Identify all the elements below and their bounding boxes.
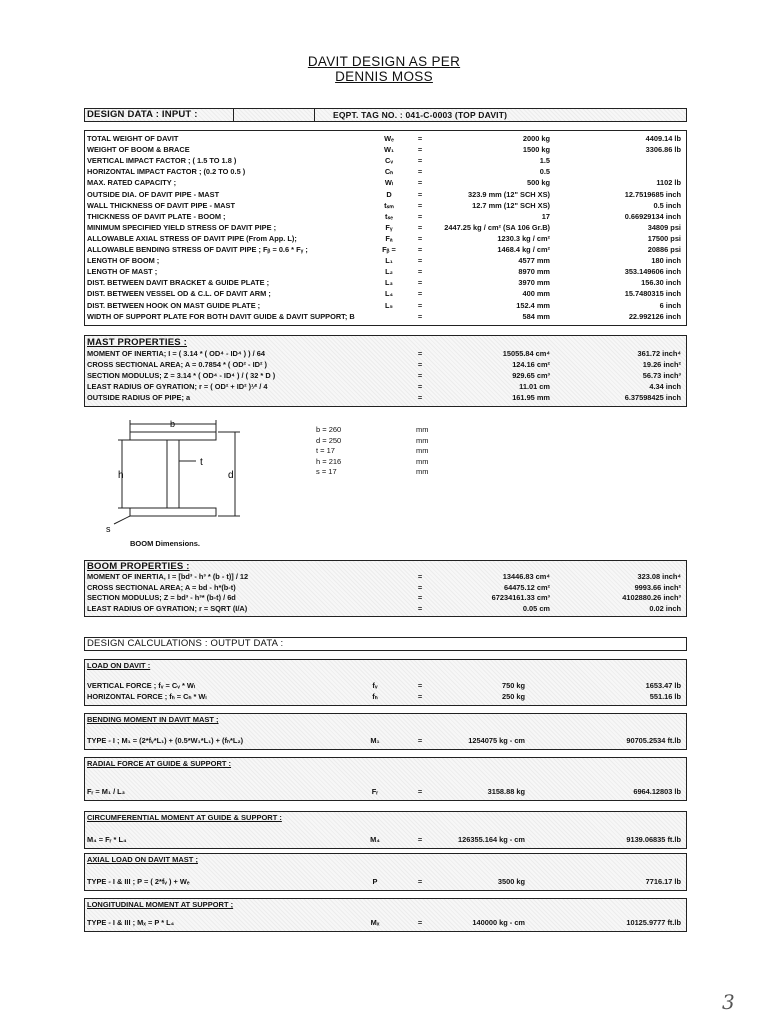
input-value-imperial: 1102 lb bbox=[656, 178, 681, 188]
boom-dimensions-list bbox=[316, 425, 456, 478]
mast-equals: = bbox=[417, 371, 423, 380]
input-value-imperial: 34809 psi bbox=[647, 222, 681, 232]
input-symbol: L₃ bbox=[385, 278, 393, 288]
boom-properties-table bbox=[84, 560, 687, 617]
input-label: DIST. BETWEEN DAVIT BRACKET & GUIDE PLATE ; bbox=[87, 278, 270, 288]
input-value-imperial: 0.66929134 inch bbox=[624, 211, 681, 221]
mast-value-metric: 124.16 cm² bbox=[512, 360, 550, 369]
input-equals: = bbox=[417, 211, 423, 221]
input-equals: = bbox=[417, 245, 423, 254]
input-equals: = bbox=[417, 267, 423, 277]
calc-section bbox=[84, 811, 687, 849]
boom-row bbox=[85, 572, 686, 582]
boom-equals: = bbox=[417, 572, 423, 581]
calc-section bbox=[84, 853, 687, 891]
input-symbol: Cᵥ bbox=[384, 156, 394, 166]
mast-label: CROSS SECTIONAL AREA; A = 0.7854 * ( OD² - ID² ) bbox=[87, 360, 267, 369]
calc-row bbox=[85, 835, 686, 845]
input-value-metric: 12.7 mm (12" SCH XS) bbox=[472, 200, 550, 210]
boom-dim-unit: mm bbox=[416, 456, 429, 466]
input-equals: = bbox=[417, 200, 423, 210]
input-row bbox=[85, 289, 686, 299]
input-row bbox=[85, 156, 686, 166]
calc-label: Fᵣ = M₁ / L₃ bbox=[87, 786, 126, 796]
boom-value-imperial: 323.08 inch⁴ bbox=[637, 572, 681, 581]
input-value-imperial: 4409.14 lb bbox=[645, 134, 681, 143]
boom-dim-row bbox=[316, 446, 456, 457]
boom-i-beam-drawing bbox=[100, 410, 260, 540]
calc-equals: = bbox=[417, 917, 423, 927]
calc-value-metric: 250 kg bbox=[501, 691, 525, 701]
input-equals: = bbox=[417, 278, 423, 288]
input-value-imperial: 156.30 inch bbox=[641, 278, 681, 288]
boom-properties-header bbox=[87, 561, 190, 572]
input-value-metric: 323.9 mm (12" SCH XS) bbox=[468, 189, 550, 199]
dim-s-leader bbox=[114, 516, 130, 524]
input-value-imperial: 6 inch bbox=[659, 300, 681, 310]
boom-label: SECTION MODULUS; Z = bd³ - h³* (b-t) / 6d bbox=[87, 593, 236, 602]
boom-dim-row bbox=[316, 436, 456, 447]
boom-dimensions-caption: BOOM Dimensions. bbox=[130, 539, 201, 548]
input-label: TOTAL WEIGHT OF DAVIT bbox=[87, 134, 179, 143]
design-calc-header: DESIGN CALCULATIONS : OUTPUT DATA : bbox=[87, 638, 284, 649]
boom-value-metric: 67234161.33 cm³ bbox=[491, 593, 550, 602]
input-row bbox=[85, 267, 686, 277]
mast-value-imperial: 56.73 inch³ bbox=[642, 371, 681, 380]
boom-dim-value: t = 17 bbox=[316, 446, 335, 455]
input-label: WALL THICKNESS OF DAVIT PIPE - MAST bbox=[87, 200, 235, 210]
input-row bbox=[85, 234, 686, 244]
design-input-header-bar bbox=[84, 108, 687, 122]
mast-equals: = bbox=[417, 393, 423, 402]
calc-section-title: LOAD ON DAVIT : bbox=[87, 661, 151, 670]
input-label: DIST. BETWEEN HOOK ON MAST GUIDE PLATE ; bbox=[87, 300, 261, 310]
boom-dim-value: d = 250 bbox=[316, 435, 342, 445]
input-label: LENGTH OF BOOM ; bbox=[87, 256, 160, 266]
input-equals: = bbox=[417, 156, 423, 166]
design-input-table bbox=[84, 130, 687, 326]
input-row bbox=[85, 212, 686, 222]
calc-label: TYPE - I & III ; Mₓ = P * L₄ bbox=[87, 917, 175, 927]
input-symbol: Fᵦ = bbox=[382, 245, 396, 254]
input-label: ALLOWABLE BENDING STRESS OF DAVIT PIPE ; Fᵦ = 0.6 * Fᵧ ; bbox=[87, 245, 308, 254]
input-symbol: D bbox=[386, 189, 392, 199]
input-symbol: Cₕ bbox=[384, 167, 394, 177]
calc-value-imperial: 6964.12803 lb bbox=[633, 786, 681, 796]
boom-row bbox=[85, 583, 686, 593]
calc-value-metric: 126355.164 kg - cm bbox=[458, 834, 525, 844]
mast-value-metric: 161.95 mm bbox=[512, 393, 550, 402]
calc-label: VERTICAL FORCE ; fᵥ = Cᵥ * Wₗ bbox=[87, 681, 196, 690]
input-equals: = bbox=[417, 222, 423, 232]
calc-label: M₄ = Fᵣ * L₄ bbox=[87, 834, 127, 844]
input-value-metric: 8970 mm bbox=[518, 267, 550, 277]
input-value-imperial: 180 inch bbox=[651, 256, 681, 266]
dim-b-label: b bbox=[170, 419, 176, 429]
mast-label: LEAST RADIUS OF GYRATION; r = ( OD² + ID² )¹⁄² / 4 bbox=[87, 382, 268, 391]
input-symbol: Fᵧ bbox=[385, 222, 393, 232]
input-row bbox=[85, 167, 686, 177]
calc-value-metric: 750 kg bbox=[501, 681, 525, 690]
calc-value-imperial: 10125.9777 ft.lb bbox=[626, 917, 681, 927]
input-equals: = bbox=[417, 134, 423, 143]
boom-dim-row bbox=[316, 457, 456, 468]
boom-value-imperial: 0.02 inch bbox=[649, 603, 681, 613]
input-row bbox=[85, 278, 686, 288]
input-label: THICKNESS OF DAVIT PLATE - BOOM ; bbox=[87, 211, 226, 221]
input-equals: = bbox=[417, 145, 423, 155]
boom-dim-row bbox=[316, 425, 456, 436]
calc-symbol: M₁ bbox=[370, 735, 380, 745]
input-value-metric: 3970 mm bbox=[518, 278, 550, 288]
calc-symbol: fₕ bbox=[372, 691, 378, 701]
input-row bbox=[85, 201, 686, 211]
calc-row bbox=[85, 877, 686, 887]
boom-dim-value: h = 216 bbox=[316, 456, 342, 466]
boom-dim-unit: mm bbox=[416, 446, 429, 455]
document-subtitle bbox=[0, 69, 768, 84]
title-line-2: DENNIS MOSS bbox=[335, 69, 433, 84]
mast-value-imperial: 361.72 inch⁴ bbox=[637, 349, 681, 358]
calc-row bbox=[85, 681, 686, 691]
input-equals: = bbox=[417, 256, 423, 266]
input-label: ALLOWABLE AXIAL STRESS OF DAVIT PIPE (From App. L); bbox=[87, 233, 297, 243]
input-value-metric: 4577 mm bbox=[518, 256, 550, 266]
input-row bbox=[85, 178, 686, 188]
mast-value-metric: 11.01 cm bbox=[519, 382, 550, 391]
input-value-metric: 400 mm bbox=[522, 289, 550, 299]
input-symbol: L₄ bbox=[384, 289, 394, 299]
input-symbol: Fₐ bbox=[385, 233, 393, 243]
input-value-imperial: 353.149606 inch bbox=[624, 267, 681, 277]
mast-row bbox=[85, 360, 686, 370]
boom-value-metric: 0.05 cm bbox=[522, 603, 550, 613]
boom-value-imperial: 9993.66 inch² bbox=[634, 582, 681, 592]
input-value-metric: 152.4 mm bbox=[516, 300, 550, 310]
input-value-metric: 584 mm bbox=[522, 311, 550, 321]
calc-value-metric: 3158.88 kg bbox=[487, 786, 525, 796]
calc-section-title: LONGITUDINAL MOMENT AT SUPPORT ; bbox=[87, 900, 234, 909]
input-value-metric: 1230.3 kg / cm² bbox=[497, 233, 550, 243]
input-symbol: tₛₑ bbox=[385, 211, 393, 221]
mast-equals: = bbox=[417, 360, 423, 369]
calc-value-imperial: 1653.47 lb bbox=[645, 681, 681, 690]
input-label: VERTICAL IMPACT FACTOR ; ( 1.5 TO 1.8 ) bbox=[87, 156, 237, 166]
boom-equals: = bbox=[417, 593, 423, 602]
design-calc-header-bar bbox=[84, 637, 687, 651]
input-equals: = bbox=[417, 233, 423, 243]
document-title bbox=[0, 54, 768, 69]
input-row bbox=[85, 145, 686, 155]
input-symbol: Wₗ bbox=[384, 178, 394, 188]
calc-section-title: AXIAL LOAD ON DAVIT MAST ; bbox=[87, 855, 198, 864]
input-value-imperial: 15.7480315 inch bbox=[624, 289, 681, 299]
input-row bbox=[85, 223, 686, 233]
input-label: LENGTH OF MAST ; bbox=[87, 267, 158, 277]
input-equals: = bbox=[417, 311, 423, 321]
input-symbol: L₂ bbox=[385, 267, 393, 277]
calc-symbol: M₄ bbox=[370, 834, 380, 844]
top-flange bbox=[130, 432, 216, 440]
calc-label: HORIZONTAL FORCE ; fₕ = Cₕ * Wₗ bbox=[87, 691, 207, 701]
calc-row bbox=[85, 918, 686, 928]
mast-equals: = bbox=[417, 382, 423, 391]
input-equals: = bbox=[417, 167, 423, 177]
calc-label: TYPE - I & III ; P = ( 2*fᵥ ) + Wₑ bbox=[87, 876, 190, 886]
mast-header-text: MAST PROPERTIES : bbox=[87, 337, 187, 348]
mast-value-imperial: 4.34 inch bbox=[649, 382, 681, 391]
mast-value-metric: 15055.84 cm⁴ bbox=[502, 349, 550, 358]
mast-value-imperial: 6.37598425 inch bbox=[624, 393, 681, 402]
title-line-1: DAVIT DESIGN AS PER bbox=[307, 54, 461, 69]
calc-symbol: Mₓ bbox=[370, 917, 380, 927]
input-label: WIDTH OF SUPPORT PLATE FOR BOTH DAVIT GUIDE & DAVIT SUPPORT; B bbox=[87, 311, 355, 321]
bottom-flange bbox=[130, 508, 216, 516]
calc-section-title: CIRCUMFERENTIAL MOMENT AT GUIDE & SUPPORT : bbox=[87, 813, 282, 822]
mast-row bbox=[85, 349, 686, 359]
boom-value-metric: 13446.83 cm⁴ bbox=[502, 572, 550, 581]
input-value-imperial: 20886 psi bbox=[647, 245, 681, 254]
boom-dim-value: s = 17 bbox=[316, 467, 337, 476]
input-equals: = bbox=[417, 189, 423, 199]
calc-symbol: fᵥ bbox=[372, 681, 378, 690]
boom-dim-value: b = 260 bbox=[316, 425, 342, 434]
calc-value-metric: 140000 kg - cm bbox=[472, 917, 525, 927]
mast-row bbox=[85, 371, 686, 381]
calc-row bbox=[85, 692, 686, 702]
boom-dim-unit: mm bbox=[416, 425, 429, 434]
input-symbol: W₁ bbox=[383, 145, 395, 155]
calc-equals: = bbox=[417, 681, 423, 690]
mast-properties-header bbox=[87, 337, 187, 348]
dim-s-label: s bbox=[106, 524, 111, 534]
boom-equals: = bbox=[417, 603, 423, 613]
calc-label: TYPE - I ; M₁ = (2*fᵥ*L₁) + (0.5*W₁*L₁) + (fₕ*L₂) bbox=[87, 735, 244, 745]
boom-equals: = bbox=[417, 582, 423, 592]
input-value-imperial: 22.992126 inch bbox=[628, 311, 681, 321]
page-mark: 3 bbox=[722, 990, 735, 1014]
calc-equals: = bbox=[417, 834, 423, 844]
input-symbol: L₁ bbox=[385, 256, 393, 266]
input-value-metric: 17 bbox=[541, 211, 550, 221]
input-symbol: Wₑ bbox=[384, 134, 394, 143]
boom-value-imperial: 4102880.26 inch³ bbox=[622, 593, 681, 602]
boom-header-text: BOOM PROPERTIES : bbox=[87, 561, 190, 572]
calc-value-imperial: 551.16 lb bbox=[649, 691, 681, 701]
boom-label: MOMENT OF INERTIA, I = [bd³ - h³ * (b - t)] / 12 bbox=[87, 572, 249, 581]
calc-equals: = bbox=[417, 876, 423, 886]
calc-equals: = bbox=[417, 786, 423, 796]
calc-section-title: BENDING MOMENT IN DAVIT MAST ; bbox=[87, 715, 219, 724]
input-value-metric: 1468.4 kg / cm² bbox=[497, 245, 550, 254]
mast-label: OUTSIDE RADIUS OF PIPE; a bbox=[87, 393, 191, 402]
calc-section bbox=[84, 713, 687, 750]
boom-dim-unit: mm bbox=[416, 467, 429, 476]
input-value-metric: 0.5 bbox=[539, 167, 550, 177]
input-row bbox=[85, 256, 686, 266]
input-row bbox=[85, 301, 686, 311]
input-equals: = bbox=[417, 178, 423, 188]
boom-value-metric: 64475.12 cm² bbox=[503, 582, 550, 592]
mast-value-metric: 929.65 cm³ bbox=[512, 371, 550, 380]
input-symbol: tₛₘ bbox=[384, 200, 394, 210]
input-row bbox=[85, 134, 686, 144]
eqpt-tag-label: EQPT. TAG NO. : 041-C-0003 (TOP DAVIT) bbox=[333, 110, 508, 120]
dim-d-label: d bbox=[228, 470, 234, 481]
mast-properties-table bbox=[84, 335, 687, 407]
input-row bbox=[85, 190, 686, 200]
input-equals: = bbox=[417, 289, 423, 299]
input-value-imperial: 3306.86 lb bbox=[645, 145, 681, 155]
calc-section bbox=[84, 898, 687, 932]
calc-equals: = bbox=[417, 735, 423, 745]
calc-row bbox=[85, 736, 686, 746]
input-label: DIST. BETWEEN VESSEL OD & C.L. OF DAVIT ARM ; bbox=[87, 289, 271, 299]
calc-value-metric: 1254075 kg - cm bbox=[468, 735, 525, 745]
calc-section bbox=[84, 757, 687, 801]
boom-dim-unit: mm bbox=[416, 435, 429, 445]
input-value-metric: 2000 kg bbox=[522, 134, 550, 143]
calc-value-imperial: 7716.17 lb bbox=[645, 876, 681, 886]
boom-row bbox=[85, 604, 686, 614]
calc-row bbox=[85, 787, 686, 797]
input-label: OUTSIDE DIA. OF DAVIT PIPE - MAST bbox=[87, 189, 220, 199]
input-row bbox=[85, 245, 686, 255]
input-value-imperial: 12.7519685 inch bbox=[624, 189, 681, 199]
design-input-header: DESIGN DATA : INPUT : bbox=[87, 109, 198, 120]
boom-label: LEAST RADIUS OF GYRATION; r = SQRT (I/A) bbox=[87, 603, 248, 613]
boom-label: CROSS SECTIONAL AREA; A = bd - h*(b-t) bbox=[87, 582, 236, 592]
input-value-metric: 500 kg bbox=[526, 178, 550, 188]
input-label: MINIMUM SPECIFIED YIELD STRESS OF DAVIT PIPE ; bbox=[87, 222, 277, 232]
calc-equals: = bbox=[417, 691, 423, 701]
calc-value-metric: 3500 kg bbox=[497, 876, 525, 886]
header-divider bbox=[233, 109, 315, 121]
input-symbol: L₅ bbox=[385, 300, 393, 310]
boom-dim-row bbox=[316, 467, 456, 478]
input-label: MAX. RATED CAPACITY ; bbox=[87, 178, 177, 188]
mast-value-imperial: 19.26 inch² bbox=[642, 360, 681, 369]
input-value-imperial: 0.5 inch bbox=[653, 200, 681, 210]
input-value-imperial: 17500 psi bbox=[647, 233, 681, 243]
input-value-metric: 1.5 bbox=[539, 156, 550, 166]
input-value-metric: 1500 kg bbox=[522, 145, 550, 155]
boom-row bbox=[85, 593, 686, 603]
calc-symbol: P bbox=[372, 876, 378, 886]
mast-label: SECTION MODULUS; Z = 3.14 * ( OD⁴ - ID⁴ ) / ( 32 * D ) bbox=[87, 371, 276, 380]
input-row bbox=[85, 312, 686, 322]
web bbox=[167, 440, 179, 508]
mast-row bbox=[85, 382, 686, 392]
calc-section-title: RADIAL FORCE AT GUIDE & SUPPORT : bbox=[87, 759, 232, 768]
input-equals: = bbox=[417, 300, 423, 310]
calc-value-imperial: 9139.06835 ft.lb bbox=[626, 834, 681, 844]
calc-section bbox=[84, 659, 687, 706]
input-label: HORIZONTAL IMPACT FACTOR ; (0.2 TO 0.5 ) bbox=[87, 167, 246, 177]
mast-row bbox=[85, 393, 686, 403]
calc-value-imperial: 90705.2534 ft.lb bbox=[626, 735, 681, 745]
input-label: WEIGHT OF BOOM & BRACE bbox=[87, 145, 190, 155]
mast-equals: = bbox=[417, 349, 423, 358]
dim-h-label: h bbox=[118, 470, 124, 481]
calc-symbol: Fᵣ bbox=[371, 786, 379, 796]
input-value-metric: 2447.25 kg / cm² (SA 106 Gr.B) bbox=[444, 222, 550, 232]
mast-label: MOMENT OF INERTIA; I = ( 3.14 * ( OD⁴ - ID⁴ ) ) / 64 bbox=[87, 349, 265, 358]
dim-t-label: t bbox=[200, 457, 203, 468]
